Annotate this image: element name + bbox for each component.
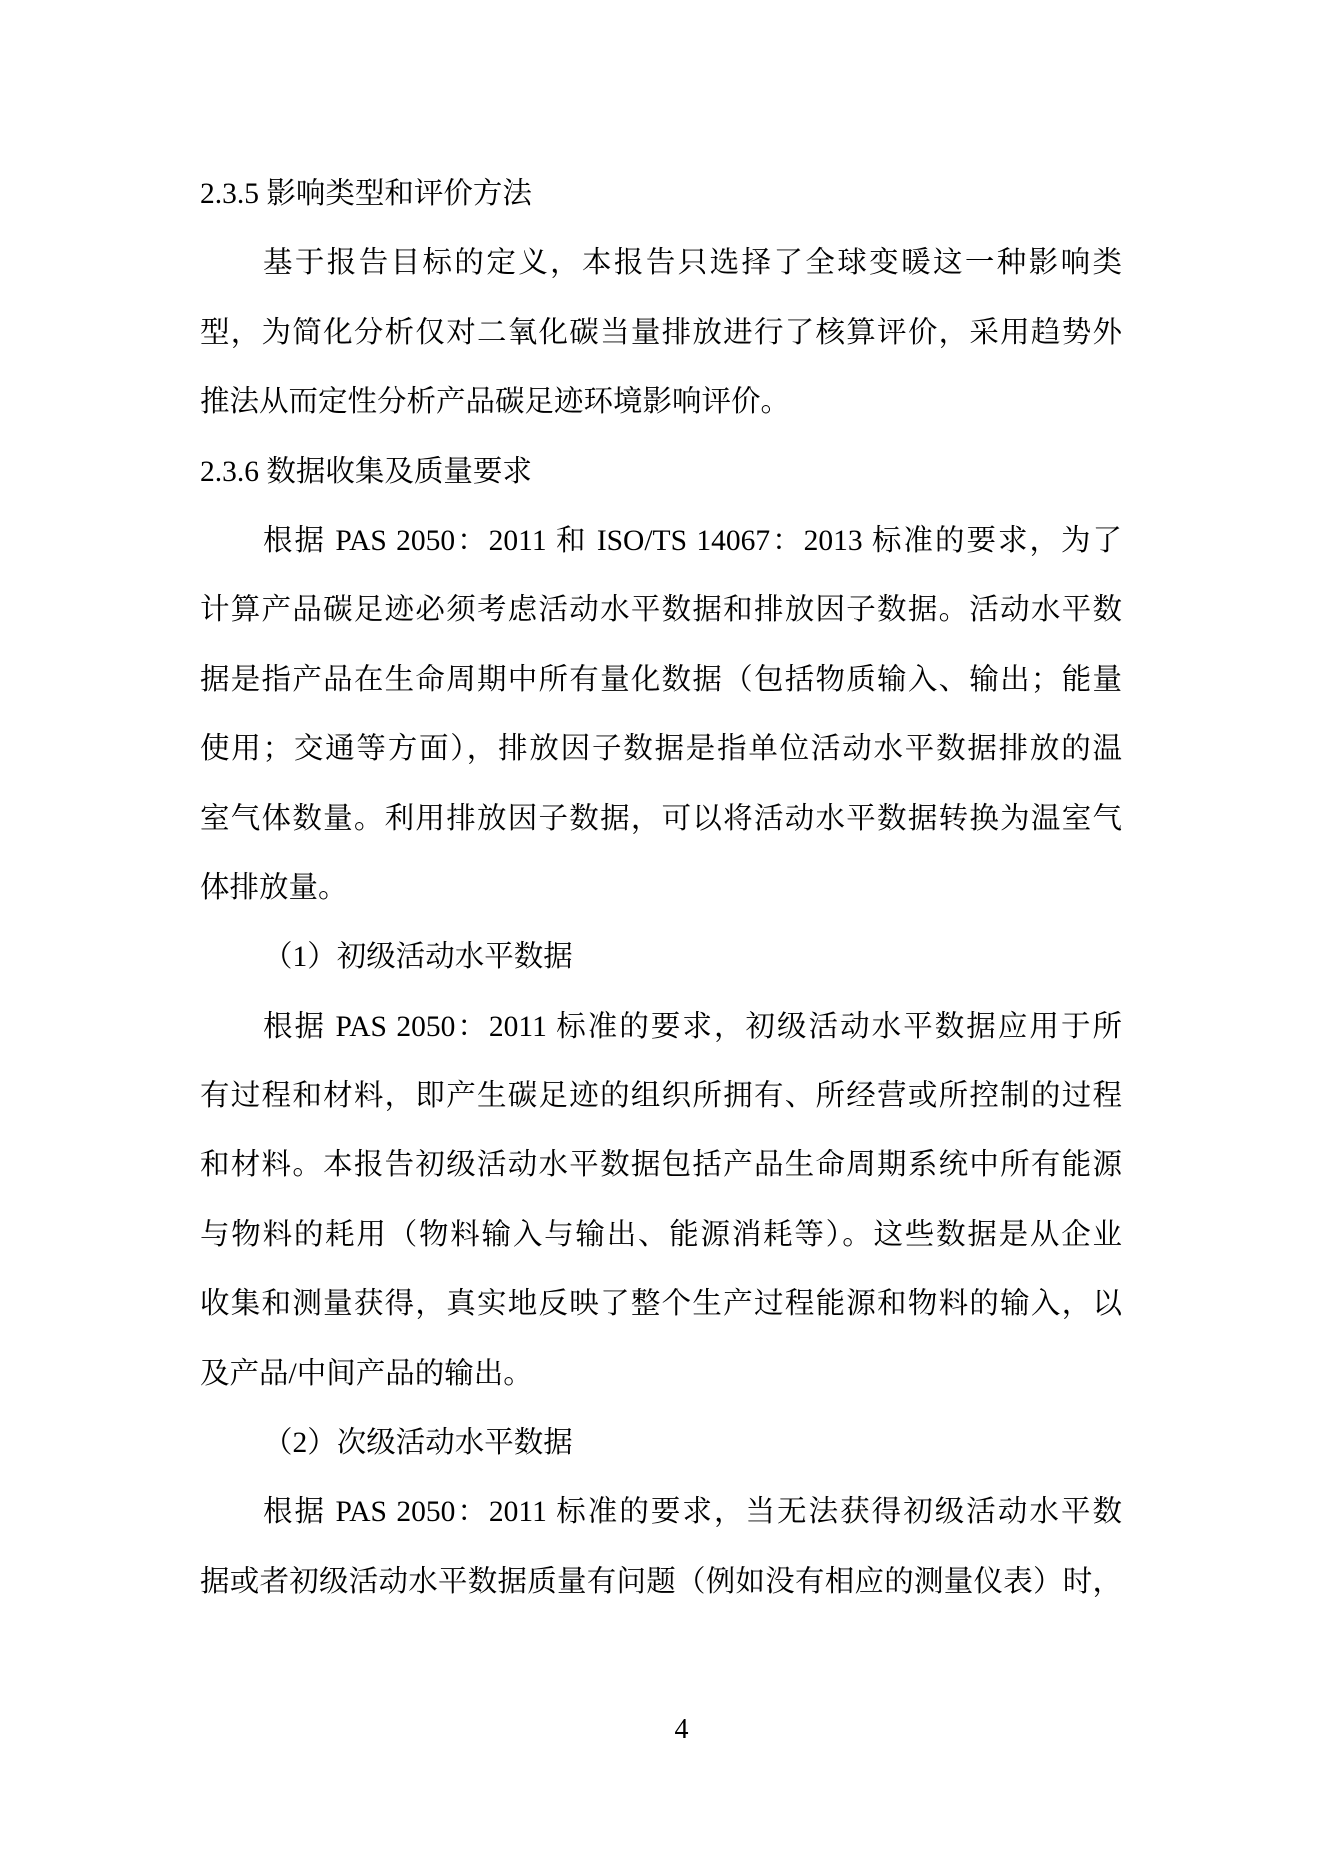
paragraph-line: 据或者初级活动水平数据质量有问题（例如没有相应的测量仪表）时， [200,1565,1122,1598]
paragraph-line: 体排放量。 [200,871,348,904]
sub-item-1-heading: （1）初级活动水平数据 [263,941,573,974]
paragraph-line: 室气体数量。利用排放因子数据，可以将活动水平数据转换为温室气 [200,802,1122,835]
paragraph-line: 与物料的耗用（物料输入与输出、能源消耗等）。这些数据是从企业 [200,1218,1122,1251]
paragraph-line: 及产品/中间产品的输出。 [200,1357,533,1390]
page-body-text [200,160,1122,1617]
paragraph-line: 和材料。本报告初级活动水平数据包括产品生命周期系统中所有能源 [200,1149,1122,1182]
section-heading-2-3-6: 2.3.6 数据收集及质量要求 [200,455,532,488]
paragraph-line: 有过程和材料，即产生碳足迹的组织所拥有、所经营或所控制的过程 [200,1080,1122,1113]
paragraph-line: 推法从而定性分析产品碳足迹环境影响评价。 [200,386,791,419]
paragraph-line: 计算产品碳足迹必须考虑活动水平数据和排放因子数据。活动水平数 [200,594,1122,627]
paragraph-line: 据是指产品在生命周期中所有量化数据（包括物质输入、输出；能量 [200,663,1122,696]
section-heading-2-3-5: 2.3.5 影响类型和评价方法 [200,178,532,210]
paragraph-line: 根据 PAS 2050：2011 和 ISO/TS 14067：2013 标准的要求，为了 [263,524,1122,557]
paragraph-line: 根据 PAS 2050：2011 标准的要求，初级活动水平数据应用于所 [263,1010,1122,1043]
page-number: 4 [674,1714,689,1745]
paragraph-line: 根据 PAS 2050：2011 标准的要求，当无法获得初级活动水平数 [263,1496,1122,1529]
paragraph-line: 收集和测量获得，真实地反映了整个生产过程能源和物料的输入，以 [200,1288,1122,1321]
paragraph-line: 使用；交通等方面），排放因子数据是指单位活动水平数据排放的温 [200,733,1122,766]
paragraph-line: 型，为简化分析仅对二氧化碳当量排放进行了核算评价，采用趋势外 [200,316,1122,349]
sub-item-2-heading: （2）次级活动水平数据 [263,1427,573,1460]
paragraph-line: 基于报告目标的定义，本报告只选择了全球变暖这一种影响类 [263,247,1122,280]
